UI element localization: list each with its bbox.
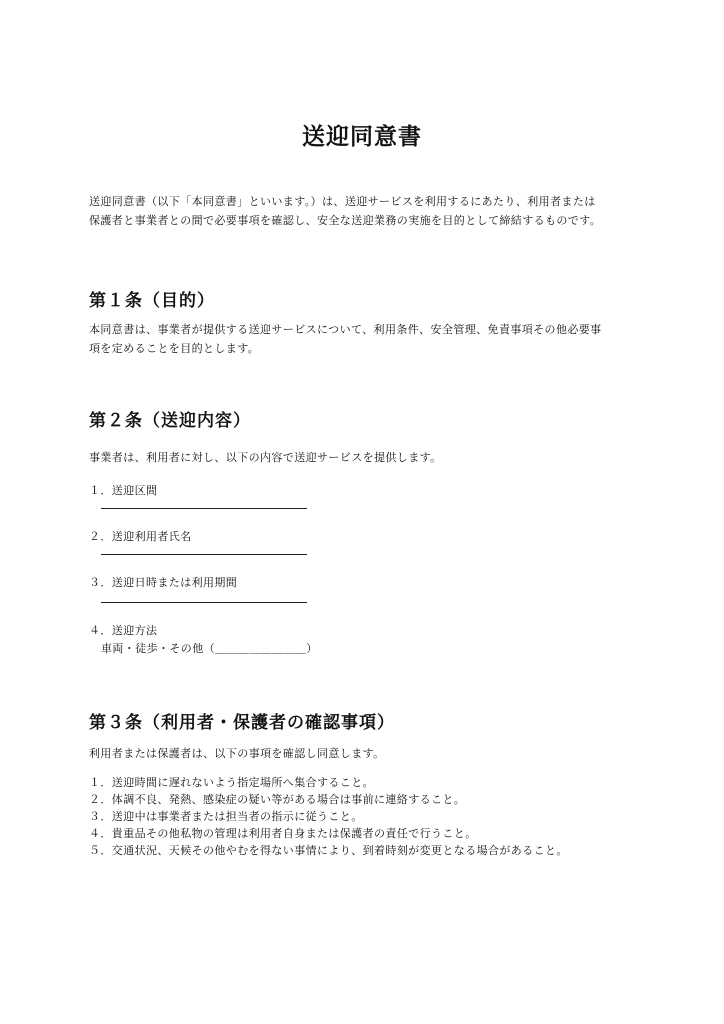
article-1-line: 項を定めることを目的とします。: [89, 342, 260, 355]
article-3-heading: 第３条（利用者・保護者の確認事項）: [89, 713, 395, 733]
article-1-line: 本同意書は、事業者が提供する送迎サービスについて、利用条件、安全管理、免責事項その他必要事: [89, 323, 602, 336]
article-1-body: [89, 320, 649, 358]
datetime-blank-field[interactable]: [101, 602, 307, 603]
intro-line: 送迎同意書（以下「本同意書」といいます。）は、送迎サービスを利用するにあたり、利用者または: [89, 195, 596, 208]
intro-line: 保護者と事業者との間で必要事項を確認し、安全な送迎業務の実施を目的として締結するものです。: [89, 214, 602, 227]
item-user-name-label: ２．送迎利用者氏名: [89, 530, 192, 543]
article-3-line: 利用者または保護者は、以下の事項を確認し同意します。: [89, 747, 385, 760]
document-title: 送迎同意書: [302, 124, 422, 150]
article-1-heading: 第１条（目的）: [89, 291, 215, 311]
article-2-body: [89, 448, 649, 467]
method-options[interactable]: 車両・徒歩・その他（＿＿＿＿＿＿＿＿）: [101, 642, 318, 655]
article-3-body: [89, 744, 649, 763]
intro-paragraph: [89, 192, 649, 230]
article-2-line: 事業者は、利用者に対し、以下の内容で送迎サービスを提供します。: [89, 451, 442, 464]
article-2-heading: 第２条（送迎内容）: [89, 411, 251, 431]
list-item: ４．貴重品その他私物の管理は利用者自身または保護者の責任で行うこと。: [89, 827, 477, 840]
list-item: ３．送迎中は事業者または担当者の指示に従うこと。: [89, 810, 363, 823]
list-item: ５．交通状況、天候その他やむを得ない事情により、到着時刻が変更となる場合があること。: [89, 844, 568, 857]
list-item: ２．体調不良、発熱、感染症の疑い等がある場合は事前に連絡すること。: [89, 793, 466, 806]
article-3-list: [89, 774, 568, 859]
item-datetime-label: ３．送迎日時または利用期間: [89, 576, 238, 589]
route-blank-field[interactable]: [101, 508, 307, 509]
item-method-label: ４．送迎方法: [89, 624, 158, 637]
list-item: １．送迎時間に遅れないよう指定場所へ集合すること。: [89, 776, 374, 789]
user-name-blank-field[interactable]: [101, 554, 307, 555]
item-route-label: １．送迎区間: [89, 484, 158, 497]
